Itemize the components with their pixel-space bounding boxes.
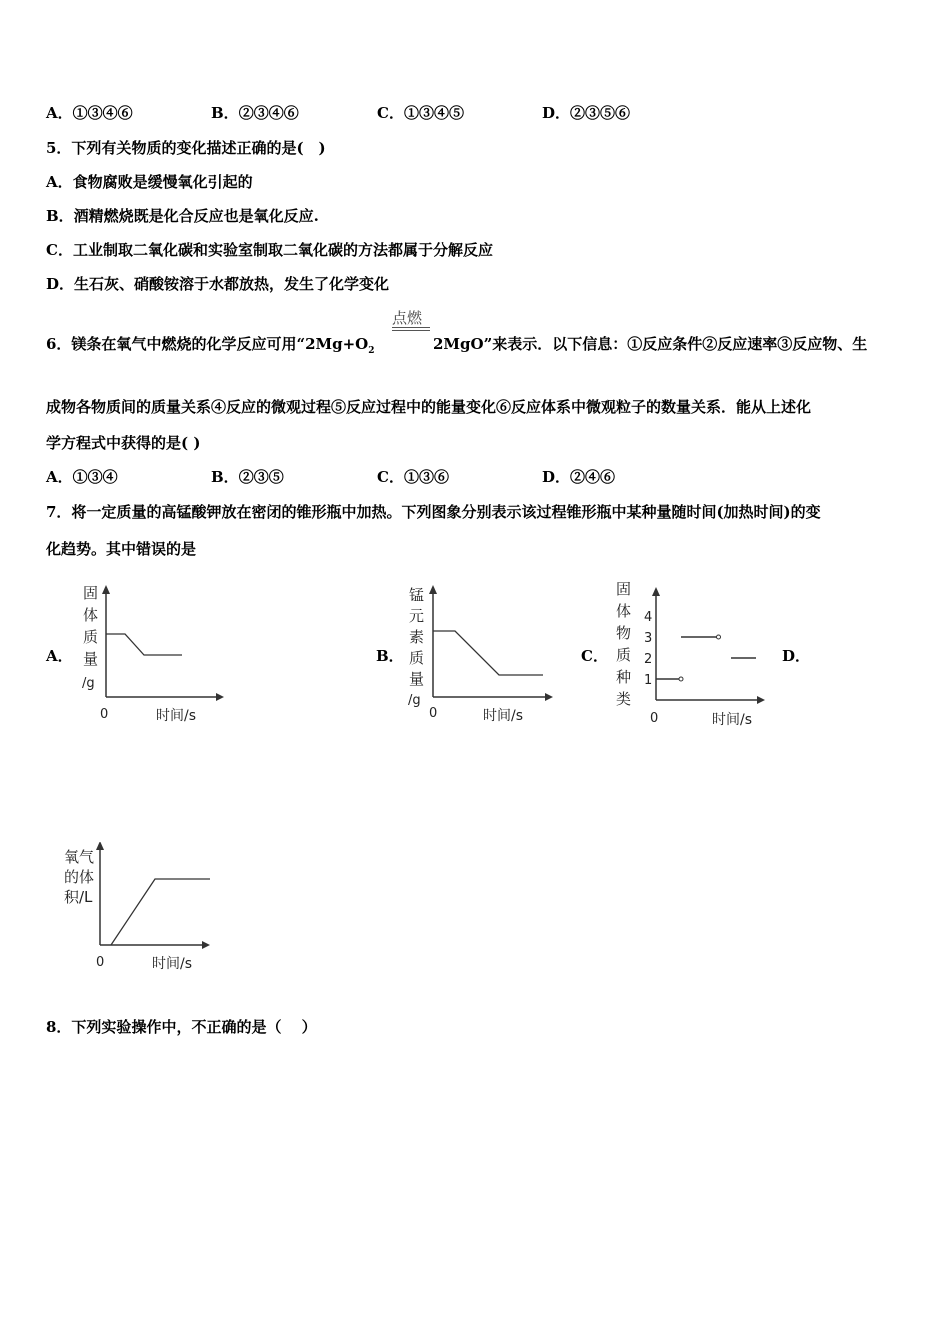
graph-d-y-arrow	[96, 842, 104, 850]
graph-c-ylabel-2: 物	[616, 624, 632, 642]
graph-a-yunit: /g	[82, 676, 95, 691]
graph-b-y-arrow	[429, 585, 437, 594]
graph-c-ylabel-4: 种	[616, 668, 632, 686]
graph-b-yunit: /g	[408, 693, 421, 708]
graph-d-ylabel-1: 的体	[64, 868, 95, 886]
graph-c-xlabel: 时间/s	[712, 712, 753, 728]
graph-b-ylabel-1: 元	[409, 607, 425, 625]
graph-a-ylabel-0: 固	[83, 584, 99, 602]
q6-line2: 成物各物质间的质量关系④反应的微观过程⑤反应过程中的能量变化⑥反应体系中微观粒子的数量关系．能从上述化	[46, 398, 812, 416]
graph-b-x-arrow	[545, 693, 553, 701]
graph-a-y-arrow	[102, 585, 110, 594]
graph-a-ylabel-1: 体	[83, 606, 99, 624]
q7-label-d: D．	[782, 647, 811, 665]
graph-d-x-arrow	[202, 941, 210, 949]
graph-c	[612, 578, 772, 738]
graph-b-xlabel: 时间/s	[483, 708, 524, 724]
graph-c-ytick-3: 3	[644, 631, 653, 646]
graph-c-ylabel-0: 固	[616, 580, 632, 598]
q5-option-a: A．食物腐败是缓慢氧化引起的	[46, 173, 253, 191]
graph-d-curve	[111, 879, 210, 945]
graph-c-curve	[656, 635, 756, 681]
graph-c-ytick-4: 4	[644, 610, 653, 625]
q4-option-c: C．①③④⑤	[377, 104, 464, 122]
q6-equation-arrow	[392, 327, 430, 331]
graph-c-ytick-1: 1	[644, 673, 653, 688]
q6-subscript: 2	[368, 346, 375, 356]
q7-line2: 化趋势。其中错误的是	[46, 540, 197, 558]
graph-b	[405, 582, 555, 732]
graph-c-ylabel-3: 质	[616, 646, 632, 664]
q6-option-b: B．②③⑤	[211, 468, 284, 486]
q5-option-c: C．工业制取二氧化碳和实验室制取二氧化碳的方法都属于分解反应	[46, 241, 493, 259]
q7-label-c: C．	[581, 647, 608, 665]
q5-stem: 5．下列有关物质的变化描述正确的是( )	[46, 139, 326, 157]
q6-option-a: A．①③④	[46, 468, 118, 486]
graph-a-ylabel-2: 质	[83, 628, 99, 646]
graph-d-origin: 0	[96, 955, 105, 970]
graph-c-x-arrow	[757, 696, 765, 704]
q5-option-b: B．酒精燃烧既是化合反应也是氧化反应.	[46, 207, 319, 225]
graph-b-ylabel-2: 素	[409, 628, 425, 646]
q6-option-c: C．①③⑥	[377, 468, 449, 486]
graph-a-xlabel: 时间/s	[156, 708, 197, 724]
graph-c-open-point	[717, 635, 721, 639]
graph-b-curve	[433, 631, 543, 675]
q7-line1: 7．将一定质量的高锰酸钾放在密闭的锥形瓶中加热。下列图象分别表示该过程锥形瓶中某种量随时间(加热时间)的变	[46, 503, 821, 521]
graph-a	[76, 580, 226, 730]
graph-c-ylabel-1: 体	[616, 602, 632, 620]
graph-d	[60, 842, 220, 982]
q6-stem-after: 2MgO”来表示．以下信息：①反应条件②反应速率③反应物、生	[433, 335, 868, 353]
graph-c-ytick-2: 2	[644, 652, 653, 667]
q4-option-b: B．②③④⑥	[211, 104, 299, 122]
graph-c-origin: 0	[650, 711, 659, 726]
graph-b-ylabel-4: 量	[409, 670, 425, 688]
q6-stem-before: 6．镁条在氧气中燃烧的化学反应可用“$2Mg+O_2$	[46, 335, 375, 356]
graph-c-y-arrow	[652, 587, 660, 596]
graph-c-ylabel-5: 类	[616, 690, 632, 708]
q6-condition: 点燃	[392, 309, 423, 327]
graph-b-ylabel-3: 质	[409, 649, 425, 667]
q6-line3: 学方程式中获得的是( )	[46, 434, 201, 452]
graph-d-xlabel: 时间/s	[152, 956, 193, 972]
graph-b-origin: 0	[429, 706, 438, 721]
q4-option-d: D．②③⑤⑥	[542, 104, 631, 122]
q5-option-d: D．生石灰、硝酸铵溶于水都放热，发生了化学变化	[46, 275, 390, 293]
graph-a-ylabel-3: 量	[83, 650, 99, 668]
graph-a-curve	[106, 634, 182, 655]
graph-c-open-point	[679, 677, 683, 681]
graph-b-ylabel-0: 锰	[409, 586, 425, 604]
graph-d-ylabel-0: 氧气	[64, 848, 95, 866]
q7-label-b: B．	[376, 647, 404, 665]
graph-d-ylabel-2: 积/L	[64, 888, 93, 906]
graph-a-origin: 0	[100, 707, 109, 722]
q8-stem: 8．下列实验操作中，不正确的是（ ）	[46, 1018, 317, 1036]
graph-a-x-arrow	[216, 693, 224, 701]
q7-label-a: A．	[46, 647, 73, 665]
q6-option-d: D．②④⑥	[542, 468, 616, 486]
q4-option-a: A．①③④⑥	[46, 104, 133, 122]
